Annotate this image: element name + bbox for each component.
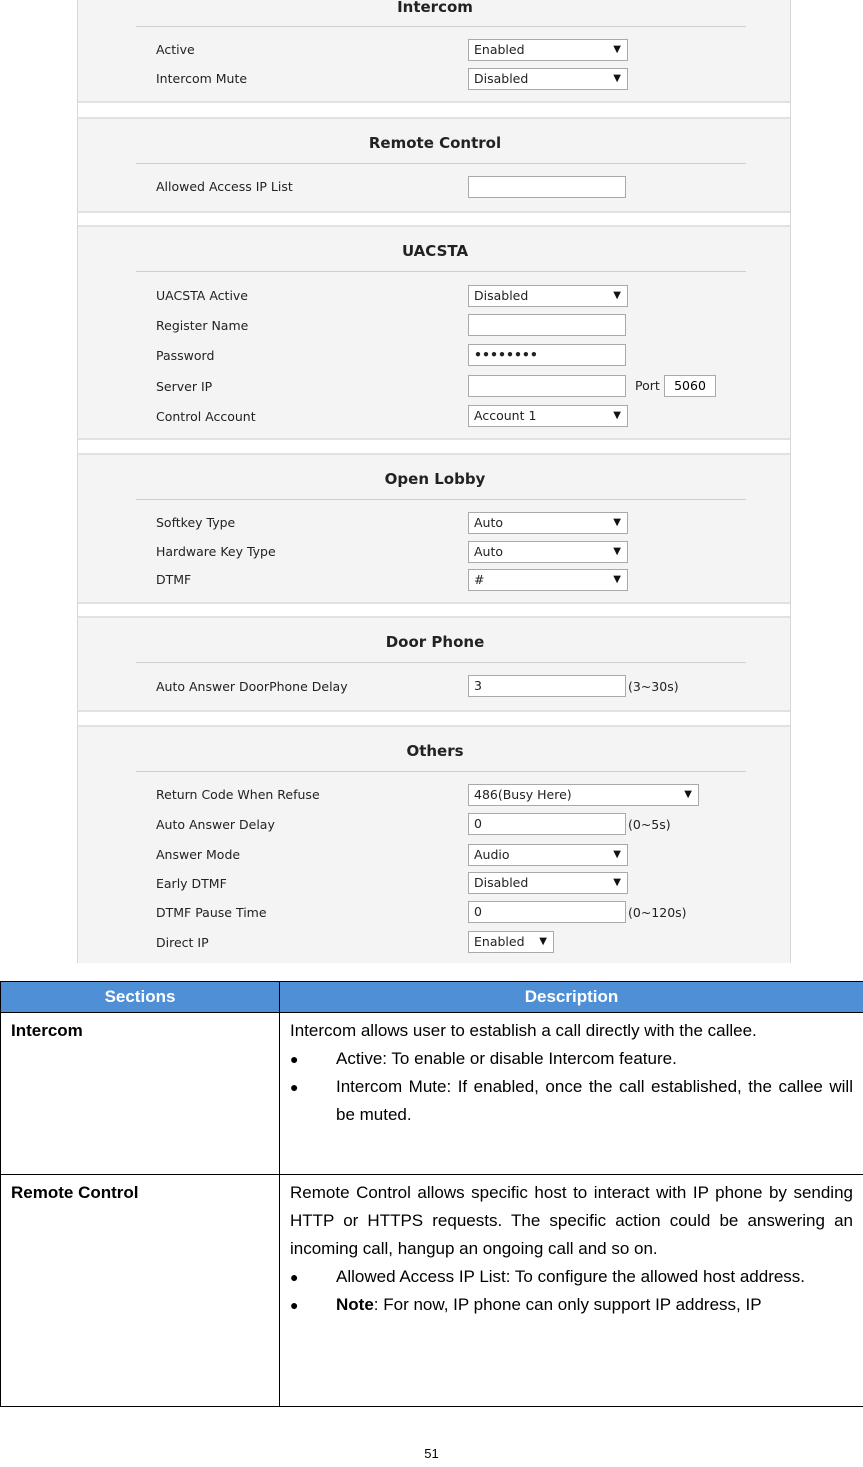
select-value: Disabled: [474, 71, 529, 86]
select-value: Auto: [474, 544, 504, 559]
control-account-select[interactable]: [468, 405, 628, 427]
section-title: UACSTA: [401, 242, 469, 260]
dropdown-arrow-icon: ▼: [613, 877, 621, 888]
select-value: Audio: [474, 847, 510, 862]
bullet-text: Intercom Mute: If enabled, once the call established, the callee will be muted.: [336, 1077, 853, 1124]
dropdown-arrow-icon: ▼: [684, 789, 692, 800]
early-dtmf-select[interactable]: [468, 872, 628, 894]
field-label: Return Code When Refuse: [156, 787, 320, 802]
select-value: Auto: [474, 515, 504, 530]
intercom-mute-select[interactable]: [468, 68, 628, 90]
section-divider: [136, 662, 746, 663]
bullet-text: Active: To enable or disable Intercom feature.: [336, 1049, 677, 1068]
note-item: [290, 1291, 853, 1319]
section-intercom: [78, 0, 791, 103]
section-others: [78, 725, 791, 963]
bullet-item: [290, 1045, 853, 1073]
page-number: 51: [424, 1446, 439, 1461]
allowed-access-ip-input[interactable]: [468, 176, 626, 198]
section-remote-control: [78, 117, 791, 213]
header-description: Description: [280, 982, 863, 1013]
return-code-select[interactable]: [468, 784, 699, 806]
dropdown-arrow-icon: ▼: [613, 546, 621, 557]
softkey-type-select[interactable]: [468, 512, 628, 534]
field-label: Softkey Type: [156, 515, 236, 530]
section-uacsta: [78, 225, 791, 440]
section-divider: [136, 771, 746, 772]
field-label: Direct IP: [156, 935, 209, 950]
auto-answer-delay-input[interactable]: 0: [468, 813, 626, 835]
select-value: Disabled: [474, 875, 529, 890]
section-description: [280, 1013, 863, 1175]
header-sections: Sections: [1, 982, 280, 1013]
note-text: [336, 1291, 853, 1319]
description-intro: Remote Control allows specific host to interact with IP phone by sending HTTP or HTTPS requests. The specific action could be answering an incoming call, hangup an ongoing call and so on.: [290, 1183, 853, 1258]
direct-ip-select[interactable]: [468, 931, 554, 953]
section-title: Others: [406, 742, 464, 760]
dropdown-arrow-icon: ▼: [613, 73, 621, 84]
field-label: Password: [156, 348, 215, 363]
field-label: Early DTMF: [156, 876, 227, 891]
field-label: Auto Answer DoorPhone Delay: [156, 679, 348, 694]
section-description: [280, 1175, 863, 1407]
select-value: Enabled: [474, 42, 525, 57]
select-value: Enabled: [474, 934, 525, 949]
dropdown-arrow-icon: ▼: [613, 290, 621, 301]
dropdown-arrow-icon: ▼: [539, 936, 547, 947]
active-select[interactable]: [468, 39, 628, 61]
bullet-icon: ●: [290, 1079, 299, 1095]
settings-screenshot: [77, 0, 791, 963]
section-door-phone: [78, 616, 791, 712]
section-divider: [136, 163, 746, 164]
answer-mode-select[interactable]: [468, 844, 628, 866]
field-label: Server IP: [156, 379, 213, 394]
dtmf-pause-time-input[interactable]: 0: [468, 901, 626, 923]
password-input[interactable]: ••••••••: [468, 344, 626, 366]
table-row: [1, 1175, 863, 1407]
section-divider: [136, 26, 746, 27]
dropdown-arrow-icon: ▼: [613, 517, 621, 528]
field-label: DTMF Pause Time: [156, 905, 267, 920]
note-body: : For now, IP phone can only support IP address, IP: [373, 1295, 762, 1314]
field-label: Intercom Mute: [156, 71, 248, 86]
field-label: Register Name: [156, 318, 249, 333]
auto-answer-doorphone-delay-input[interactable]: 3: [468, 675, 626, 697]
section-name: Intercom: [1, 1013, 280, 1175]
range-hint: (0~5s): [628, 817, 671, 832]
bullet-item: [290, 1073, 853, 1129]
range-hint: (0~120s): [628, 905, 687, 920]
table-row: [1, 1013, 863, 1175]
range-hint: (3~30s): [628, 679, 679, 694]
select-value: Account 1: [474, 408, 537, 423]
note-label: Note: [336, 1295, 374, 1314]
section-title: Intercom: [397, 0, 473, 16]
bullet-text: Allowed Access IP List: To configure the allowed host address.: [336, 1267, 806, 1286]
section-divider: [136, 271, 746, 272]
bullet-icon: ●: [290, 1297, 299, 1313]
section-divider: [136, 499, 746, 500]
field-label: Allowed Access IP List: [156, 179, 293, 194]
select-value: Disabled: [474, 288, 529, 303]
table-header-row: [1, 982, 863, 1013]
bullet-icon: ●: [290, 1051, 299, 1067]
server-ip-input[interactable]: [468, 375, 626, 397]
port-input[interactable]: 5060: [664, 375, 716, 397]
field-label: Hardware Key Type: [156, 544, 276, 559]
register-name-input[interactable]: [468, 314, 626, 336]
uacsta-active-select[interactable]: [468, 285, 628, 307]
section-title: Door Phone: [385, 633, 485, 651]
field-label: UACSTA Active: [156, 288, 248, 303]
field-label: Answer Mode: [156, 847, 241, 862]
field-label: DTMF: [156, 572, 192, 587]
field-label: Active: [156, 42, 195, 57]
dtmf-select[interactable]: [468, 569, 628, 591]
section-name: Remote Control: [1, 1175, 280, 1407]
bullet-item: [290, 1263, 853, 1291]
field-label: Auto Answer Delay: [156, 817, 275, 832]
section-title: Remote Control: [368, 134, 502, 152]
dropdown-arrow-icon: ▼: [613, 849, 621, 860]
section-title: Open Lobby: [384, 470, 486, 488]
select-value: #: [474, 572, 485, 587]
select-value: 486(Busy Here): [474, 787, 572, 802]
dropdown-arrow-icon: ▼: [613, 574, 621, 585]
port-label: Port: [635, 378, 660, 393]
dropdown-arrow-icon: ▼: [613, 410, 621, 421]
description-intro: Intercom allows user to establish a call directly with the callee.: [290, 1021, 757, 1040]
bullet-icon: ●: [290, 1269, 299, 1285]
section-open-lobby: [78, 453, 791, 604]
field-label: Control Account: [156, 409, 256, 424]
hardware-key-type-select[interactable]: [468, 541, 628, 563]
sections-description-table: [0, 981, 863, 1407]
dropdown-arrow-icon: ▼: [613, 44, 621, 55]
